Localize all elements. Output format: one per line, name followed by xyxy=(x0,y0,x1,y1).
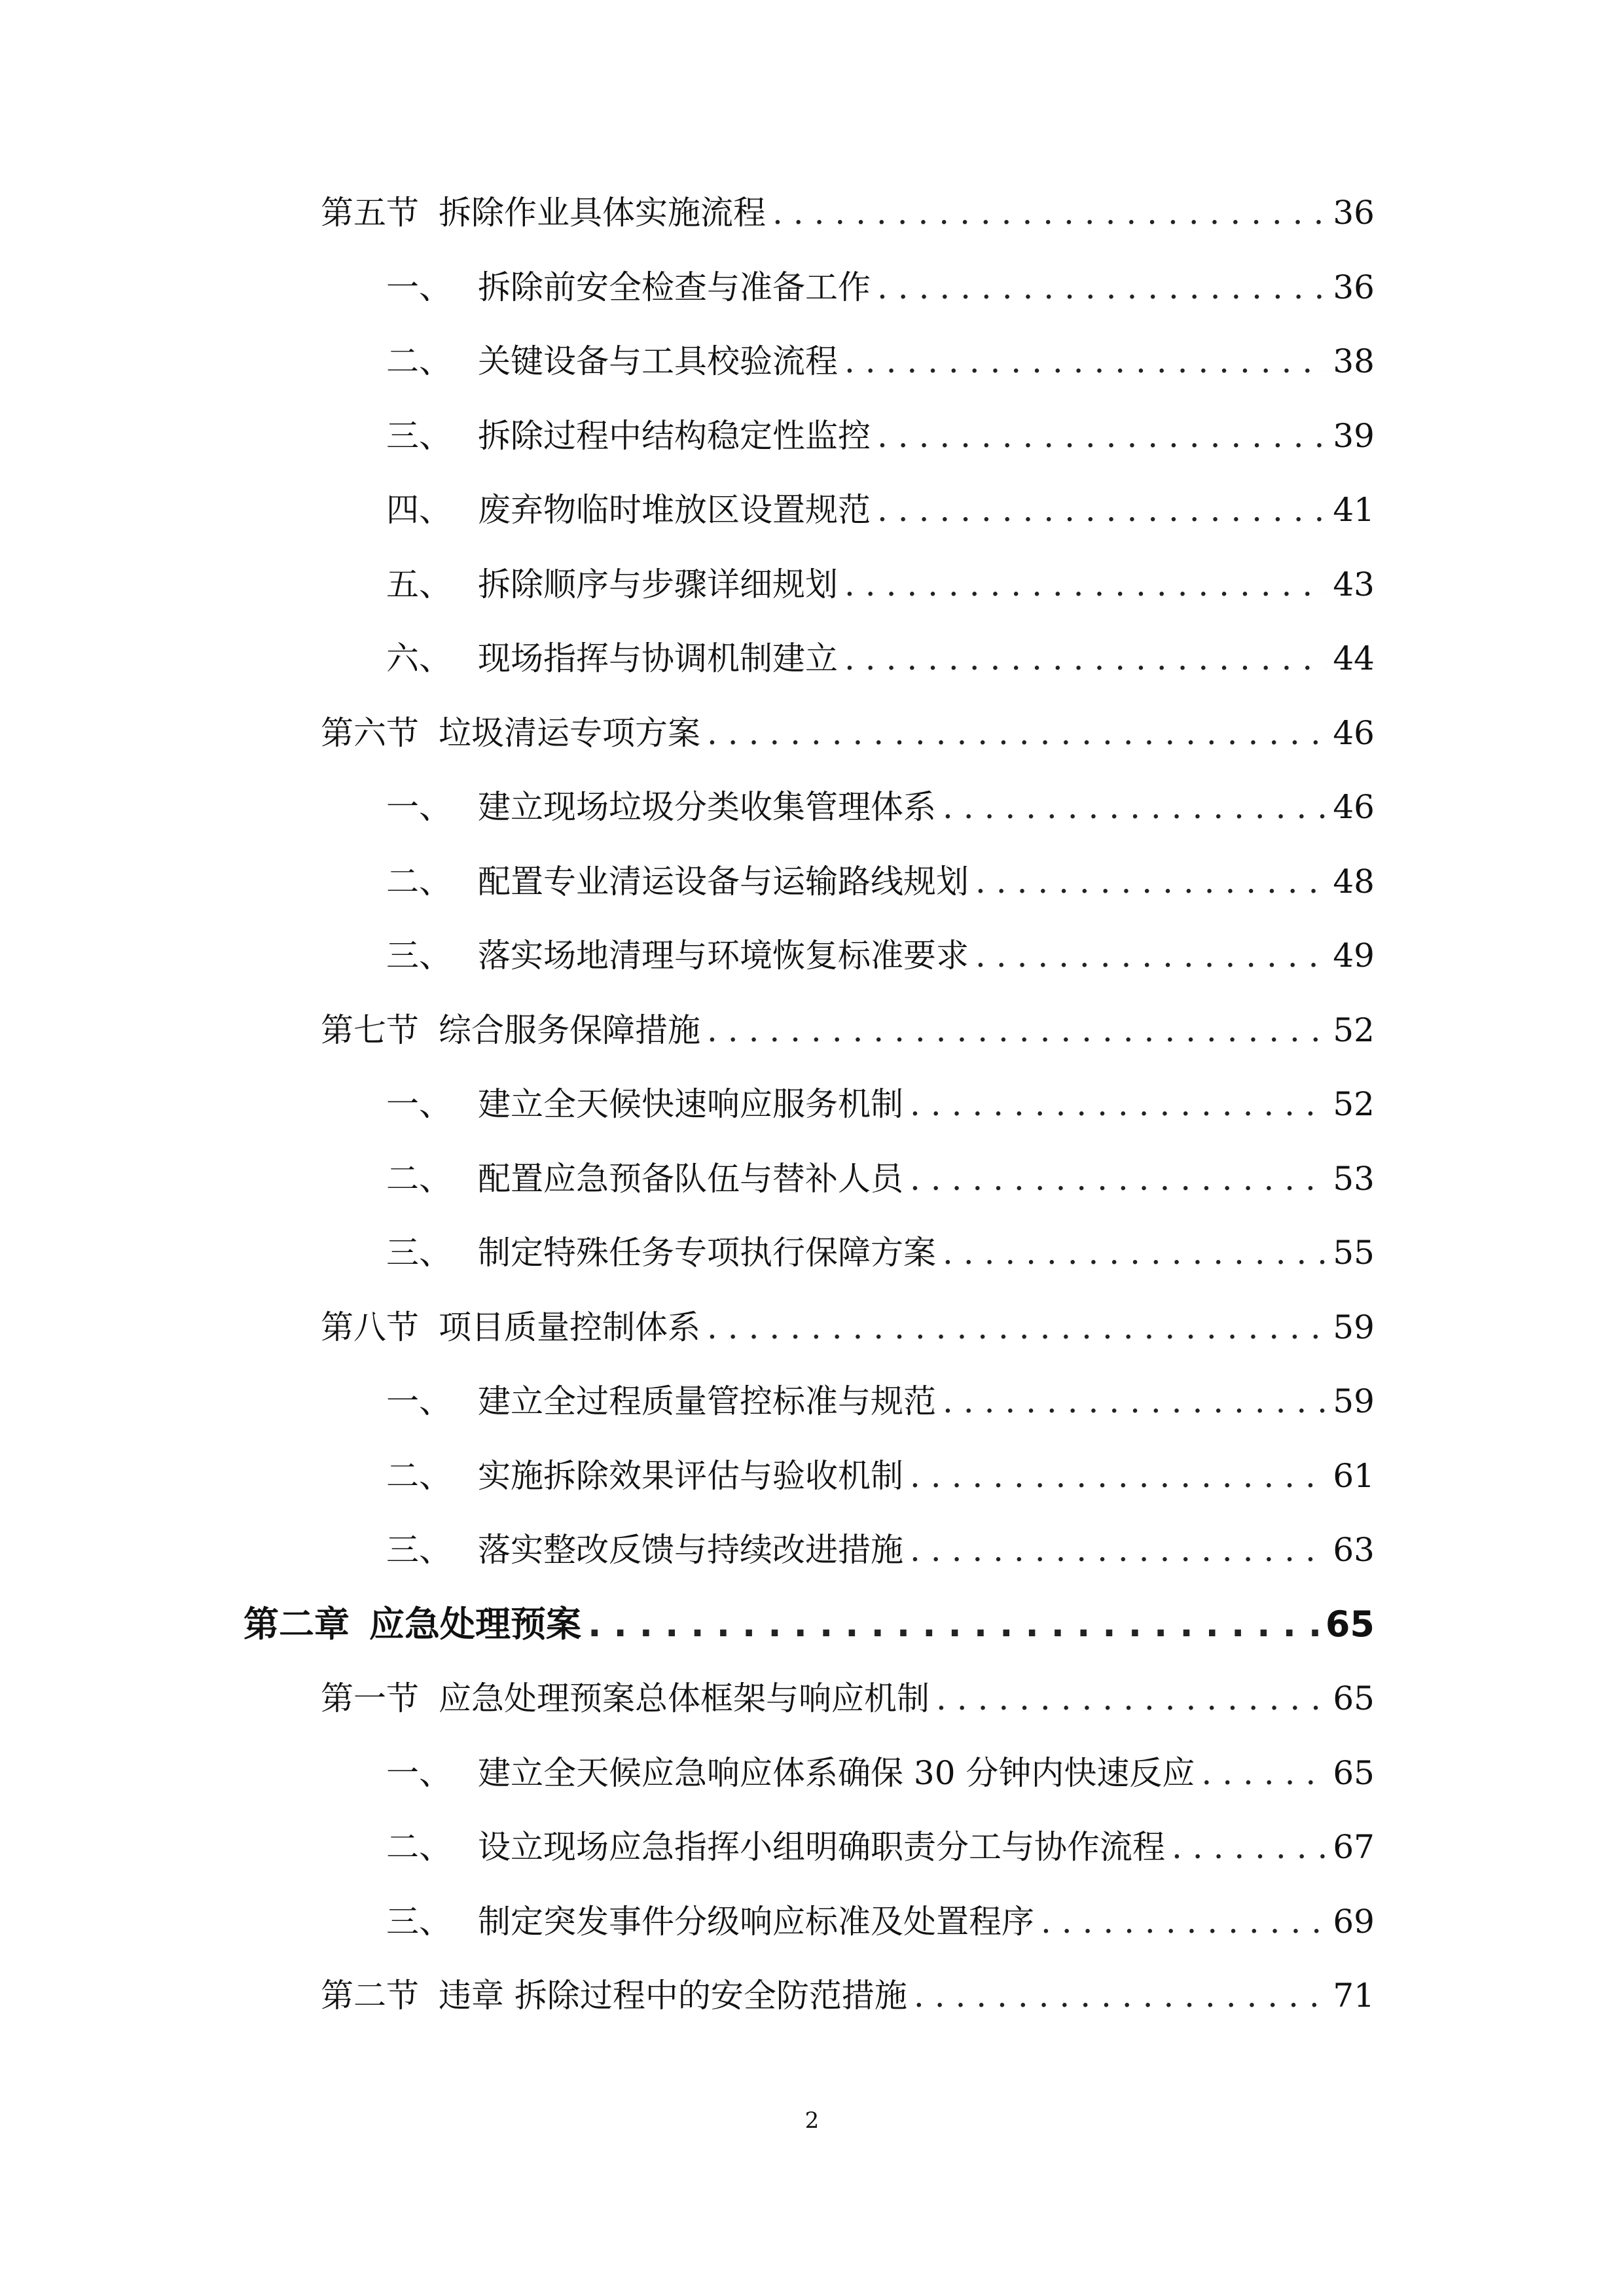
toc-entry-title: 配置应急预备队伍与替补人员 xyxy=(478,1159,903,1198)
toc-entry-number: 三、 xyxy=(386,416,452,455)
toc-entry-section[interactable] xyxy=(321,183,1375,242)
toc-entry-number: 第八节 xyxy=(321,1308,419,1346)
toc-entry-label xyxy=(386,1075,903,1134)
toc-entry-title: 项目质量控制体系 xyxy=(439,1308,700,1346)
toc-entry-number: 第六节 xyxy=(321,713,419,752)
toc-entry-page: 46 xyxy=(1333,713,1375,752)
toc-entry-number: 第七节 xyxy=(321,1011,419,1049)
toc-dot-leader xyxy=(772,183,1326,242)
toc-entry-item[interactable] xyxy=(386,926,1375,985)
toc-entry-title: 配置专业清运设备与运输路线规划 xyxy=(478,862,969,901)
toc-entry-section[interactable] xyxy=(321,1001,1375,1060)
toc-entry-label xyxy=(386,332,838,391)
toc-dot-leader xyxy=(975,926,1326,985)
toc-dot-leader xyxy=(877,480,1326,539)
toc-entry-title: 拆除过程中结构稳定性监控 xyxy=(478,416,871,455)
toc-entry-page: 53 xyxy=(1333,1159,1375,1198)
toc-entry-page: 41 xyxy=(1333,491,1375,529)
toc-entry-label xyxy=(386,852,969,911)
toc-dot-leader xyxy=(707,1001,1326,1060)
toc-entry-number: 二、 xyxy=(386,1159,452,1198)
toc-entry-item[interactable] xyxy=(386,1520,1375,1579)
toc-dot-leader xyxy=(844,332,1326,391)
toc-entry-number: 第二章 xyxy=(244,1603,350,1645)
toc-dot-leader xyxy=(943,1372,1326,1431)
toc-dot-leader xyxy=(1041,1892,1326,1951)
toc-entry-label xyxy=(386,480,871,539)
toc-entry-page: 44 xyxy=(1333,639,1375,677)
toc-entry-label xyxy=(321,1298,700,1357)
toc-entry-page: 52 xyxy=(1333,1085,1375,1123)
toc-entry-item[interactable] xyxy=(386,852,1375,911)
toc-entry-page: 65 xyxy=(1325,1603,1375,1645)
toc-entry-section[interactable] xyxy=(321,1966,1375,2025)
toc-entry-section[interactable] xyxy=(321,1298,1375,1357)
toc-entry-label xyxy=(386,258,871,317)
toc-entry-item[interactable] xyxy=(386,480,1375,539)
toc-entry-number: 第一节 xyxy=(321,1679,419,1717)
toc-entry-number: 四、 xyxy=(386,491,452,529)
toc-entry-item[interactable] xyxy=(386,1744,1375,1803)
toc-entry-number: 三、 xyxy=(386,1902,452,1941)
toc-entry-title: 拆除顺序与步骤详细规划 xyxy=(478,565,838,603)
toc-entry-title: 应急处理预案 xyxy=(369,1603,581,1645)
toc-entry-page: 71 xyxy=(1333,1977,1375,2015)
toc-entry-label xyxy=(386,555,838,614)
toc-entry-label xyxy=(386,1446,903,1505)
toc-entry-number: 五、 xyxy=(386,565,452,603)
toc-dot-leader xyxy=(943,1223,1326,1282)
toc-entry-title: 拆除前安全检查与准备工作 xyxy=(478,268,871,306)
toc-entry-page: 67 xyxy=(1333,1828,1375,1866)
toc-dot-leader xyxy=(707,704,1326,762)
toc-entry-page: 38 xyxy=(1333,342,1375,380)
toc-entry-label xyxy=(386,926,969,985)
toc-dot-leader xyxy=(943,778,1326,836)
toc-entry-number: 二、 xyxy=(386,1456,452,1495)
toc-dot-leader xyxy=(1172,1818,1326,1876)
toc-entry-number: 三、 xyxy=(386,1234,452,1272)
toc-entry-page: 65 xyxy=(1333,1753,1375,1792)
toc-entry-item[interactable] xyxy=(386,332,1375,391)
toc-entry-number: 二、 xyxy=(386,342,452,380)
toc-entry-page: 43 xyxy=(1333,565,1375,603)
toc-entry-label xyxy=(386,406,871,465)
toc-entry-item[interactable] xyxy=(386,1075,1375,1134)
toc-dot-leader xyxy=(914,1966,1326,2025)
toc-entry-number: 一、 xyxy=(386,268,452,306)
toc-entry-title: 落实整改反馈与持续改进措施 xyxy=(478,1531,903,1569)
toc-entry-title: 建立全天候快速响应服务机制 xyxy=(478,1085,903,1123)
toc-dot-leader xyxy=(707,1298,1326,1357)
toc-entry-label xyxy=(321,704,700,762)
toc-entry-title: 建立全天候应急响应体系确保 30 分钟内快速反应 xyxy=(478,1753,1195,1792)
toc-entry-chapter[interactable] xyxy=(244,1595,1375,1654)
toc-entry-number: 二、 xyxy=(386,1828,452,1866)
toc-entry-page: 65 xyxy=(1333,1679,1375,1717)
toc-entry-label xyxy=(386,1818,1165,1876)
toc-entry-item[interactable] xyxy=(386,1892,1375,1951)
toc-entry-page: 59 xyxy=(1333,1308,1375,1346)
toc-entry-page: 49 xyxy=(1333,937,1375,975)
toc-dot-leader xyxy=(877,406,1326,465)
toc-entry-item[interactable] xyxy=(386,629,1375,688)
toc-dot-leader xyxy=(910,1075,1326,1134)
toc-entry-label xyxy=(386,778,936,836)
toc-entry-item[interactable] xyxy=(386,555,1375,614)
toc-entry-page: 63 xyxy=(1333,1531,1375,1569)
toc-entry-section[interactable] xyxy=(321,1669,1375,1728)
toc-entry-title: 落实场地清理与环境恢复标准要求 xyxy=(478,937,969,975)
toc-entry-number: 一、 xyxy=(386,788,452,826)
toc-entry-title: 综合服务保障措施 xyxy=(439,1011,700,1049)
toc-entry-page: 61 xyxy=(1333,1456,1375,1495)
toc-entry-item[interactable] xyxy=(386,1446,1375,1505)
toc-entry-title: 拆除作业具体实施流程 xyxy=(439,194,766,232)
toc-entry-page: 48 xyxy=(1333,862,1375,901)
toc-entry-page: 59 xyxy=(1333,1382,1375,1420)
toc-entry-item[interactable] xyxy=(386,1372,1375,1431)
toc-entry-item[interactable] xyxy=(386,1149,1375,1208)
toc-entry-page: 36 xyxy=(1333,268,1375,306)
toc-entry-title: 废弃物临时堆放区设置规范 xyxy=(478,491,871,529)
toc-entry-title: 应急处理预案总体框架与响应机制 xyxy=(439,1679,929,1717)
toc-entry-number: 三、 xyxy=(386,937,452,975)
toc-entry-title: 设立现场应急指挥小组明确职责分工与协作流程 xyxy=(478,1828,1165,1866)
toc-entry-title: 垃圾清运专项方案 xyxy=(439,713,700,752)
toc-entry-title: 建立现场垃圾分类收集管理体系 xyxy=(478,788,936,826)
toc-entry-item[interactable] xyxy=(386,1818,1375,1876)
toc-entry-title: 现场指挥与协调机制建立 xyxy=(478,639,838,677)
toc-entry-label xyxy=(321,1669,929,1728)
toc-entry-label xyxy=(386,1744,1195,1803)
toc-entry-title: 违章 拆除过程中的安全防范措施 xyxy=(439,1977,907,2015)
toc-entry-page: 46 xyxy=(1333,788,1375,826)
toc-entry-page: 52 xyxy=(1333,1011,1375,1049)
toc-entry-label xyxy=(386,1223,936,1282)
toc-entry-number: 一、 xyxy=(386,1085,452,1123)
toc-dot-leader xyxy=(588,1595,1319,1654)
toc-dot-leader xyxy=(910,1446,1326,1505)
toc-entry-label xyxy=(321,1001,700,1060)
toc-entry-label xyxy=(386,1892,1034,1951)
toc-entry-number: 三、 xyxy=(386,1531,452,1569)
toc-entry-label xyxy=(386,629,838,688)
toc-entry-label xyxy=(321,1966,907,2025)
toc-dot-leader xyxy=(844,555,1326,614)
toc-entry-number: 六、 xyxy=(386,639,452,677)
toc-dot-leader xyxy=(877,258,1326,317)
toc-entry-item[interactable] xyxy=(386,778,1375,836)
toc-entry-page: 55 xyxy=(1333,1234,1375,1272)
toc-dot-leader xyxy=(910,1520,1326,1579)
toc-entry-title: 关键设备与工具校验流程 xyxy=(478,342,838,380)
toc-entry-label xyxy=(386,1520,903,1579)
toc-entry-number: 一、 xyxy=(386,1382,452,1420)
toc-entry-number: 一、 xyxy=(386,1753,452,1792)
toc-entry-item[interactable] xyxy=(386,406,1375,465)
toc-entry-label xyxy=(386,1149,903,1208)
toc-dot-leader xyxy=(1201,1744,1326,1803)
toc-entry-title: 制定突发事件分级响应标准及处置程序 xyxy=(478,1902,1034,1941)
toc-entry-label xyxy=(244,1595,581,1654)
toc-entry-title: 制定特殊任务专项执行保障方案 xyxy=(478,1234,936,1272)
toc-entry-number: 二、 xyxy=(386,862,452,901)
toc-entry-item[interactable] xyxy=(386,258,1375,317)
toc-entry-section[interactable] xyxy=(321,704,1375,762)
toc-entry-page: 36 xyxy=(1333,194,1375,232)
toc-entry-number: 第五节 xyxy=(321,194,419,232)
toc-dot-leader xyxy=(975,852,1326,911)
toc-dot-leader xyxy=(844,629,1326,688)
toc-entry-number: 第二节 xyxy=(321,1977,419,2015)
toc-entry-page: 39 xyxy=(1333,416,1375,455)
toc-dot-leader xyxy=(936,1669,1326,1728)
toc-entry-title: 建立全过程质量管控标准与规范 xyxy=(478,1382,936,1420)
toc-entry-title: 实施拆除效果评估与验收机制 xyxy=(478,1456,903,1495)
toc-entry-label xyxy=(321,183,766,242)
toc-dot-leader xyxy=(910,1149,1326,1208)
toc-entry-item[interactable] xyxy=(386,1223,1375,1282)
toc-entry-label xyxy=(386,1372,936,1431)
toc-entry-page: 69 xyxy=(1333,1902,1375,1941)
page-number: 2 xyxy=(804,2108,820,2134)
